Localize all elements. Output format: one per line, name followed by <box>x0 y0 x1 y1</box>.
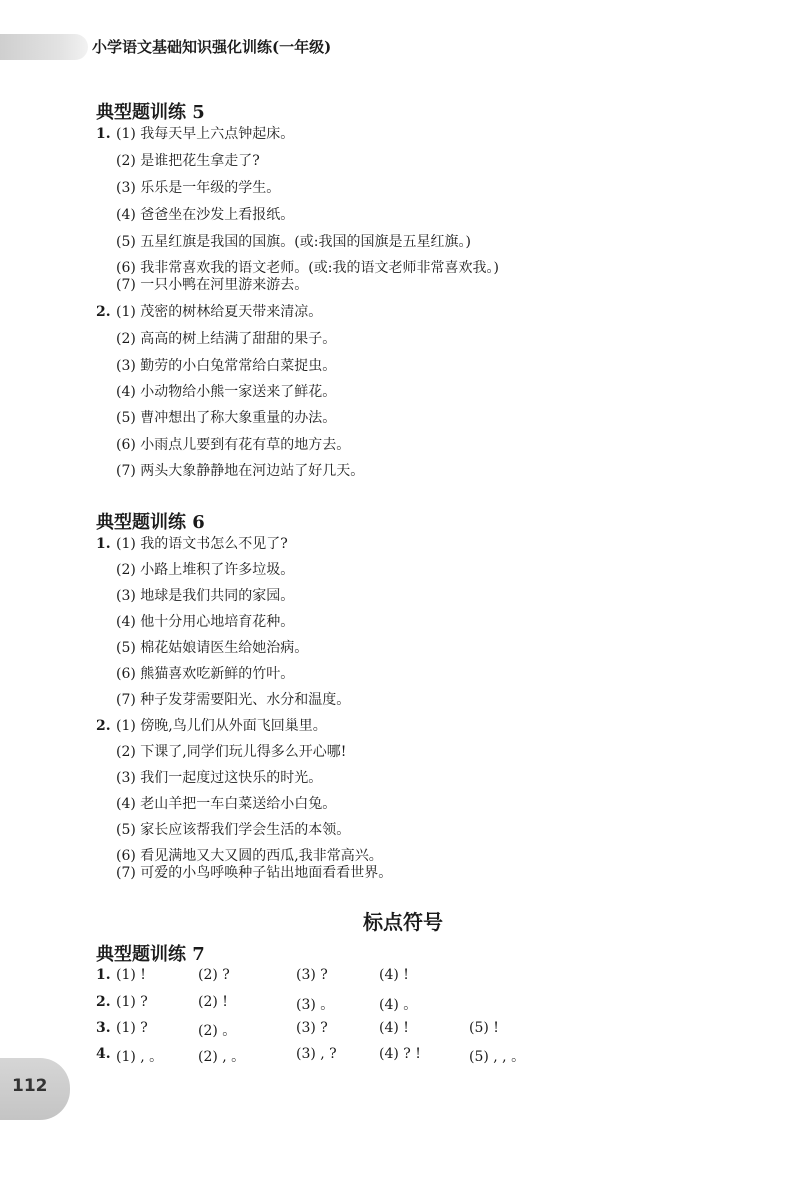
answer-item: (5) , , 。 <box>469 1049 526 1065</box>
question-number: 2. <box>96 994 111 1010</box>
answer-line: (2) 下课了,同学们玩儿得多么开心哪! <box>116 744 347 760</box>
question-number: 4. <box>96 1046 111 1062</box>
punctuation-answer-row <box>96 994 656 1014</box>
question-number: 1. <box>96 536 111 552</box>
answer-item: (5) ! <box>469 1020 499 1036</box>
answer-line: (2) 高高的树上结满了甜甜的果子。 <box>116 331 337 347</box>
answer-item: (3) ? <box>296 967 328 983</box>
question-number: 2. <box>96 718 111 734</box>
punctuation-answer-row <box>96 967 656 987</box>
answer-line: (7) 可爱的小鸟呼唤种子钻出地面看看世界。 <box>116 865 393 881</box>
question-number: 2. <box>96 304 111 320</box>
answer-item: (2) ! <box>198 994 228 1010</box>
answer-item: (3) ? <box>296 1020 328 1036</box>
question-number: 1. <box>96 126 111 142</box>
answer-item: (1) ? <box>116 994 148 1010</box>
question-number: 1. <box>96 967 111 983</box>
answer-item: (4) ? ! <box>379 1046 421 1062</box>
page-number: 112 <box>12 1076 48 1096</box>
answer-item: (4) 。 <box>379 997 418 1013</box>
answer-line: (4) 老山羊把一车白菜送给小白兔。 <box>116 796 337 812</box>
book-title: 小学语文基础知识强化训练(一年级) <box>92 38 332 56</box>
answer-line: (7) 种子发芽需要阳光、水分和温度。 <box>116 692 351 708</box>
answer-line: (1) 傍晚,鸟儿们从外面飞回巢里。 <box>116 718 327 734</box>
answer-line: (6) 我非常喜欢我的语文老师。(或:我的语文老师非常喜欢我。) <box>116 260 499 276</box>
answer-line: (7) 一只小鸭在河里游来游去。 <box>116 277 309 293</box>
answer-line: (1) 我的语文书怎么不见了? <box>116 536 288 552</box>
answer-line: (4) 爸爸坐在沙发上看报纸。 <box>116 207 295 223</box>
answer-line: (3) 勤劳的小白兔常常给白菜捉虫。 <box>116 358 337 374</box>
answer-line: (3) 我们一起度过这快乐的时光。 <box>116 770 323 786</box>
section-title-7: 典型题训练 7 <box>96 944 205 965</box>
answer-line: (7) 两头大象静静地在河边站了好几天。 <box>116 463 365 479</box>
header-tab-decoration <box>0 34 88 60</box>
answer-line: (5) 家长应该帮我们学会生活的本领。 <box>116 822 351 838</box>
answer-line: (4) 小动物给小熊一家送来了鲜花。 <box>116 384 337 400</box>
answer-item: (2) 。 <box>198 1023 237 1039</box>
section-title-5: 典型题训练 5 <box>96 102 205 123</box>
answer-line: (6) 看见满地又大又圆的西瓜,我非常高兴。 <box>116 848 383 864</box>
answer-item: (2) , 。 <box>198 1049 246 1065</box>
answer-line: (5) 棉花姑娘请医生给她治病。 <box>116 640 309 656</box>
chapter-heading-text: 标点符号 <box>363 910 443 934</box>
question-number: 3. <box>96 1020 111 1036</box>
answer-line: (4) 他十分用心地培育花种。 <box>116 614 295 630</box>
answer-item: (4) ! <box>379 967 409 983</box>
answer-line: (5) 曹冲想出了称大象重量的办法。 <box>116 410 337 426</box>
answer-item: (1) ! <box>116 967 146 983</box>
punctuation-answer-row <box>96 1046 656 1066</box>
answer-line: (5) 五星红旗是我国的国旗。(或:我国的国旗是五星红旗。) <box>116 234 471 250</box>
answer-line: (3) 乐乐是一年级的学生。 <box>116 180 281 196</box>
section-title-6: 典型题训练 6 <box>96 512 205 533</box>
answer-item: (1) ? <box>116 1020 148 1036</box>
answer-line: (3) 地球是我们共同的家园。 <box>116 588 295 604</box>
answer-line: (6) 熊猫喜欢吃新鲜的竹叶。 <box>116 666 295 682</box>
answer-line: (1) 我每天早上六点钟起床。 <box>116 126 295 142</box>
punctuation-answer-row <box>96 1020 656 1040</box>
answer-item: (3) , ? <box>296 1046 337 1062</box>
answer-item: (4) ! <box>379 1020 409 1036</box>
answer-line: (2) 小路上堆积了许多垃圾。 <box>116 562 295 578</box>
answer-item: (2) ? <box>198 967 230 983</box>
answer-line: (6) 小雨点儿要到有花有草的地方去。 <box>116 437 351 453</box>
answer-line: (2) 是谁把花生拿走了? <box>116 153 260 169</box>
answer-line: (1) 茂密的树林给夏天带来清凉。 <box>116 304 323 320</box>
chapter-heading <box>0 906 800 935</box>
answer-item: (1) , 。 <box>116 1049 164 1065</box>
answer-item: (3) 。 <box>296 997 335 1013</box>
